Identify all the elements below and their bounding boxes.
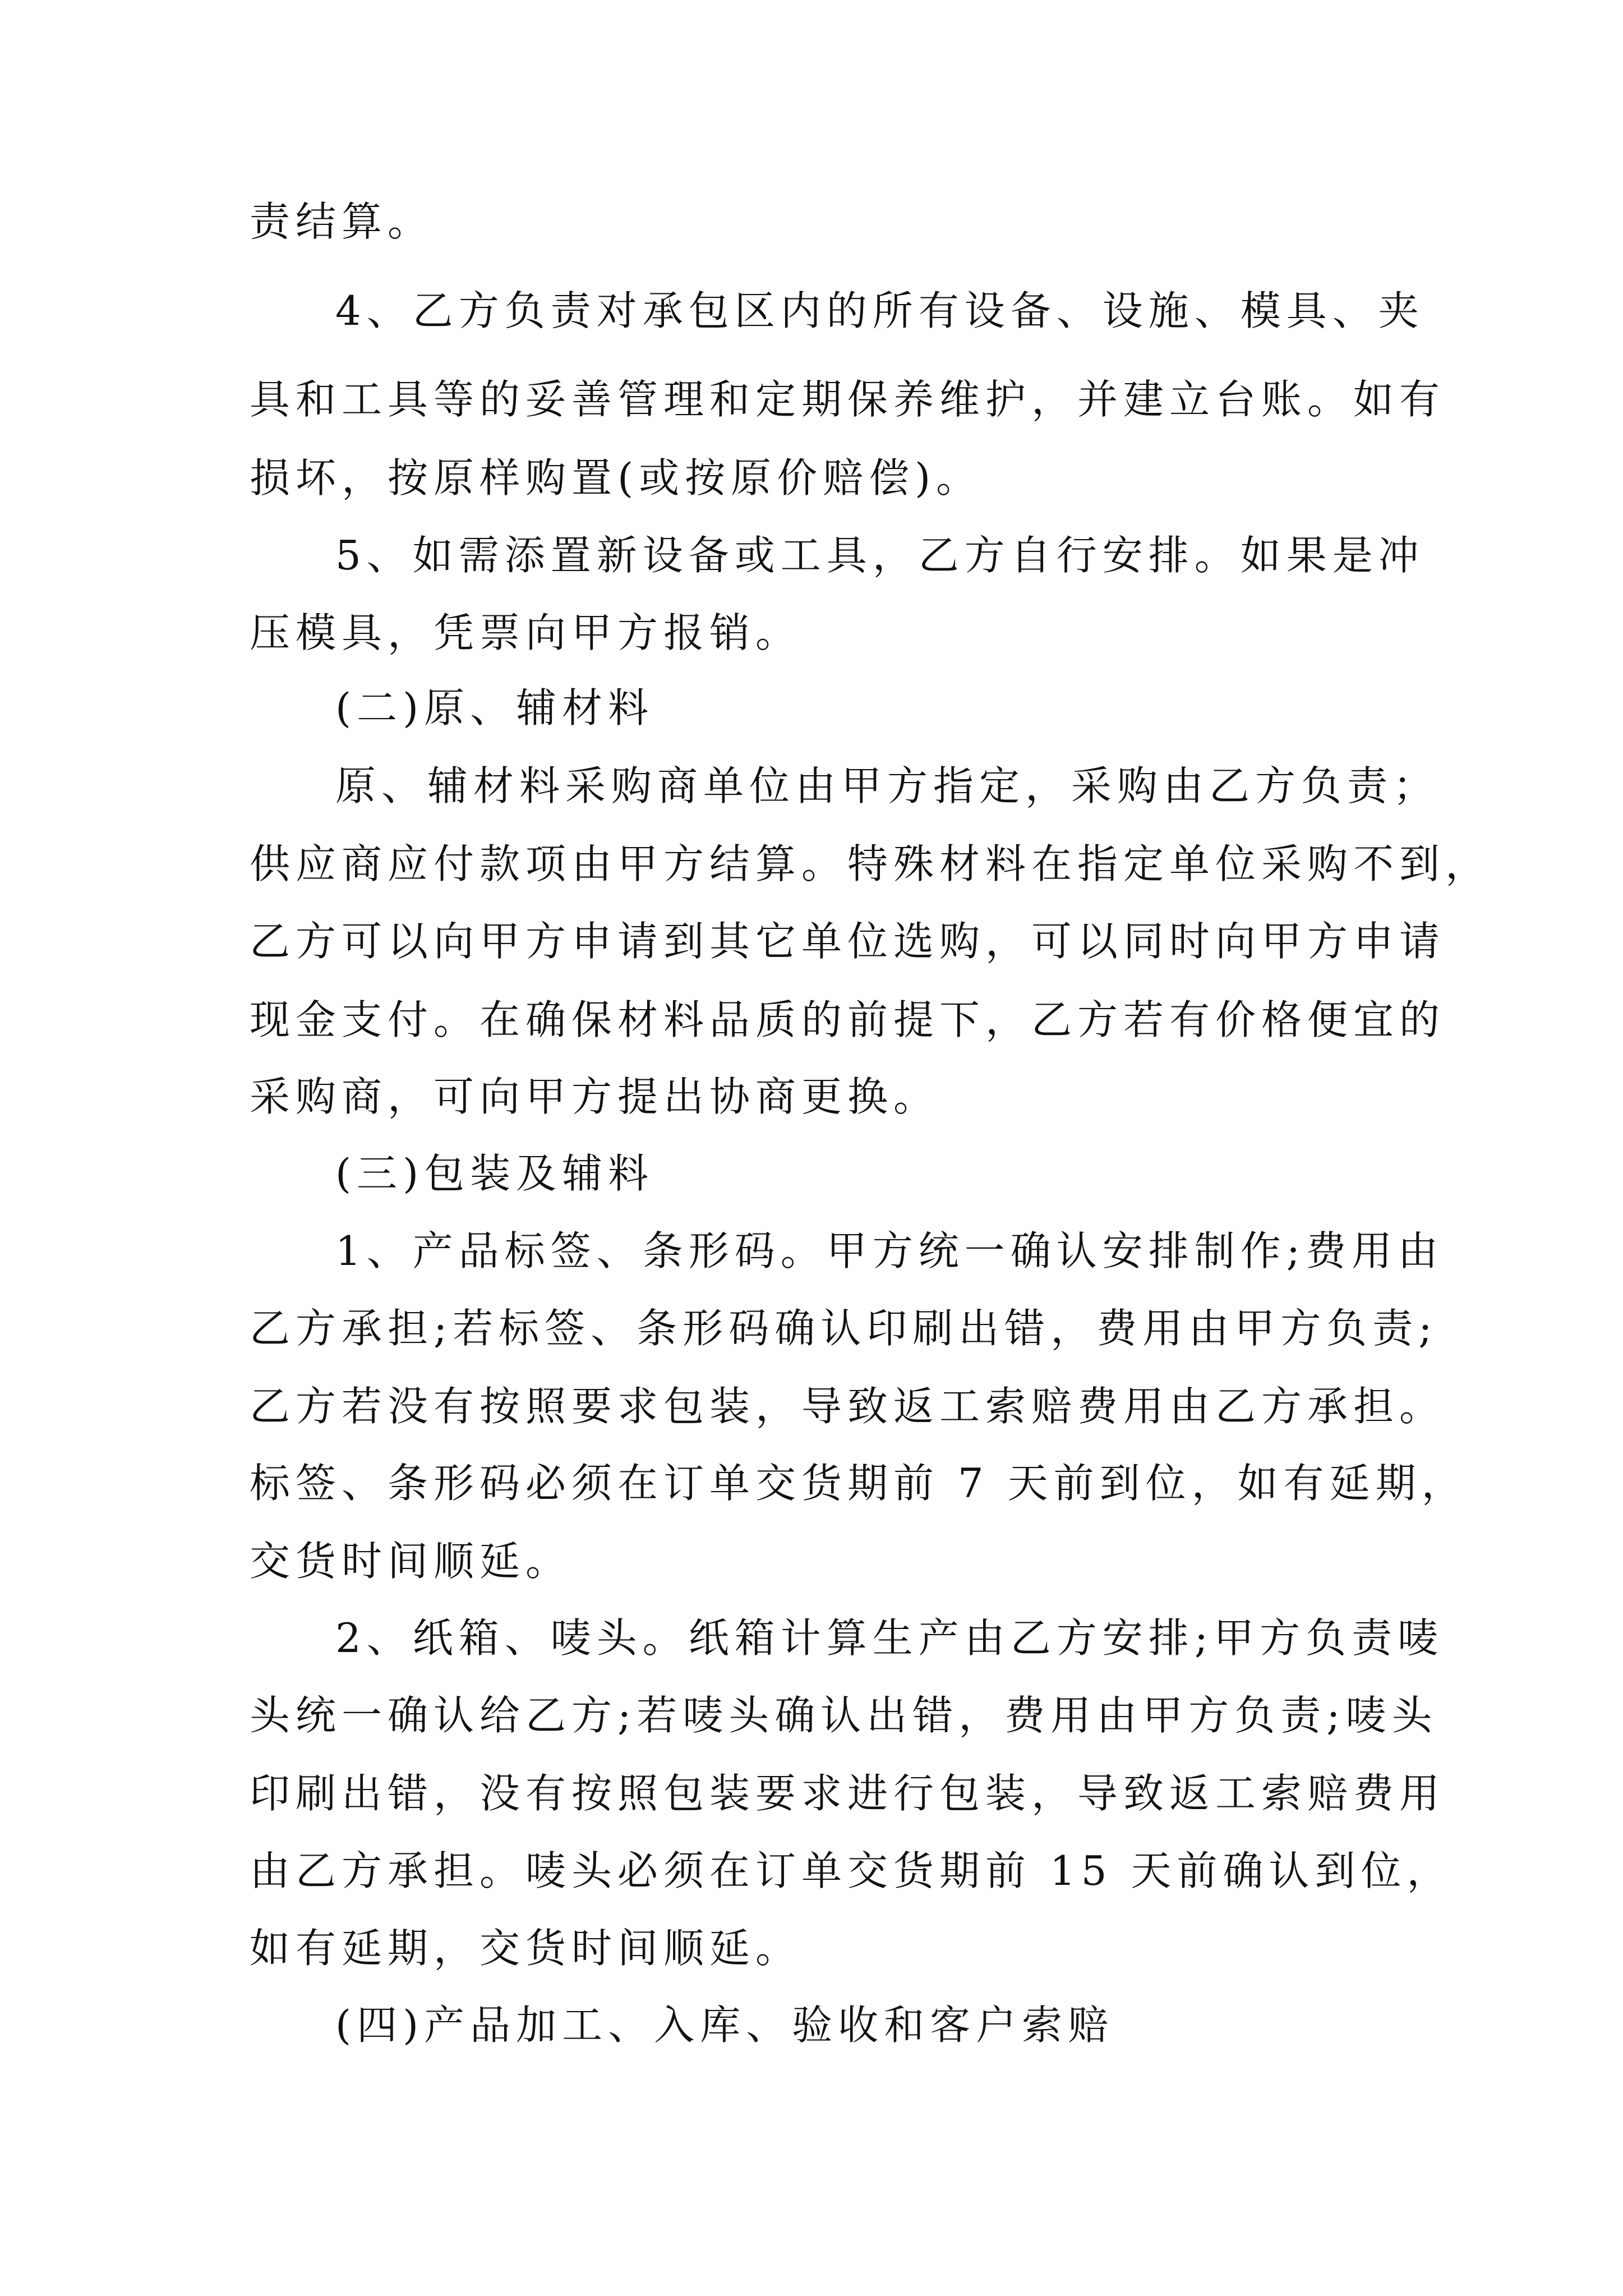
text-line: 头统一确认给乙方;若唛头确认出错，费用由甲方负责;唛头 <box>250 1692 1438 1739</box>
text-line: 责结算。 <box>250 198 434 245</box>
text-line: 1、产品标签、条形码。甲方统一确认安排制作;费用由 <box>335 1227 1444 1274</box>
text-line: 原、辅材料采购商单位由甲方指定，采购由乙方负责； <box>335 762 1440 809</box>
text-line: 供应商应付款项由甲方结算。特殊材料在指定单位采购不到， <box>250 840 1492 887</box>
text-line: 4、乙方负责对承包区内的所有设备、设施、模具、夹 <box>335 287 1424 334</box>
section-heading: (二)原、辅材料 <box>335 684 654 731</box>
text-line: 交货时间顺延。 <box>250 1538 572 1585</box>
text-line: 由乙方承担。唛头必须在订单交货期前 15 天前确认到位， <box>250 1847 1453 1894</box>
text-line: 标签、条形码必须在订单交货期前 7 天前到位，如有延期， <box>250 1460 1468 1507</box>
text-line: 印刷出错，没有按照包装要求进行包装，导致返工索赔费用 <box>250 1770 1446 1817</box>
text-line: 压模具，凭票向甲方报销。 <box>250 609 802 656</box>
text-line: 乙方若没有按照要求包装，导致返工索赔费用由乙方承担。 <box>250 1383 1446 1430</box>
text-line: 乙方承担;若标签、条形码确认印刷出错，费用由甲方负责; <box>250 1305 1438 1352</box>
text-line: 具和工具等的妥善管理和定期保养维护，并建立台账。如有 <box>250 376 1446 423</box>
section-heading: (四)产品加工、入库、验收和客户索赔 <box>335 2001 1114 2049</box>
text-line: 5、如需添置新设备或工具，乙方自行安排。如果是冲 <box>335 532 1424 579</box>
text-line: 乙方可以向甲方申请到其它单位选购，可以同时向甲方申请 <box>250 918 1446 965</box>
section-heading: (三)包装及辅料 <box>335 1150 654 1197</box>
text-line: 现金支付。在确保材料品质的前提下，乙方若有价格便宜的 <box>250 996 1446 1043</box>
text-line: 损坏，按原样购置(或按原价赔偿)。 <box>250 454 983 501</box>
text-line: 如有延期，交货时间顺延。 <box>250 1925 802 1972</box>
text-line: 2、纸箱、唛头。纸箱计算生产由乙方安排;甲方负责唛 <box>335 1614 1444 1662</box>
text-line: 采购商，可向甲方提出协商更换。 <box>250 1073 940 1120</box>
